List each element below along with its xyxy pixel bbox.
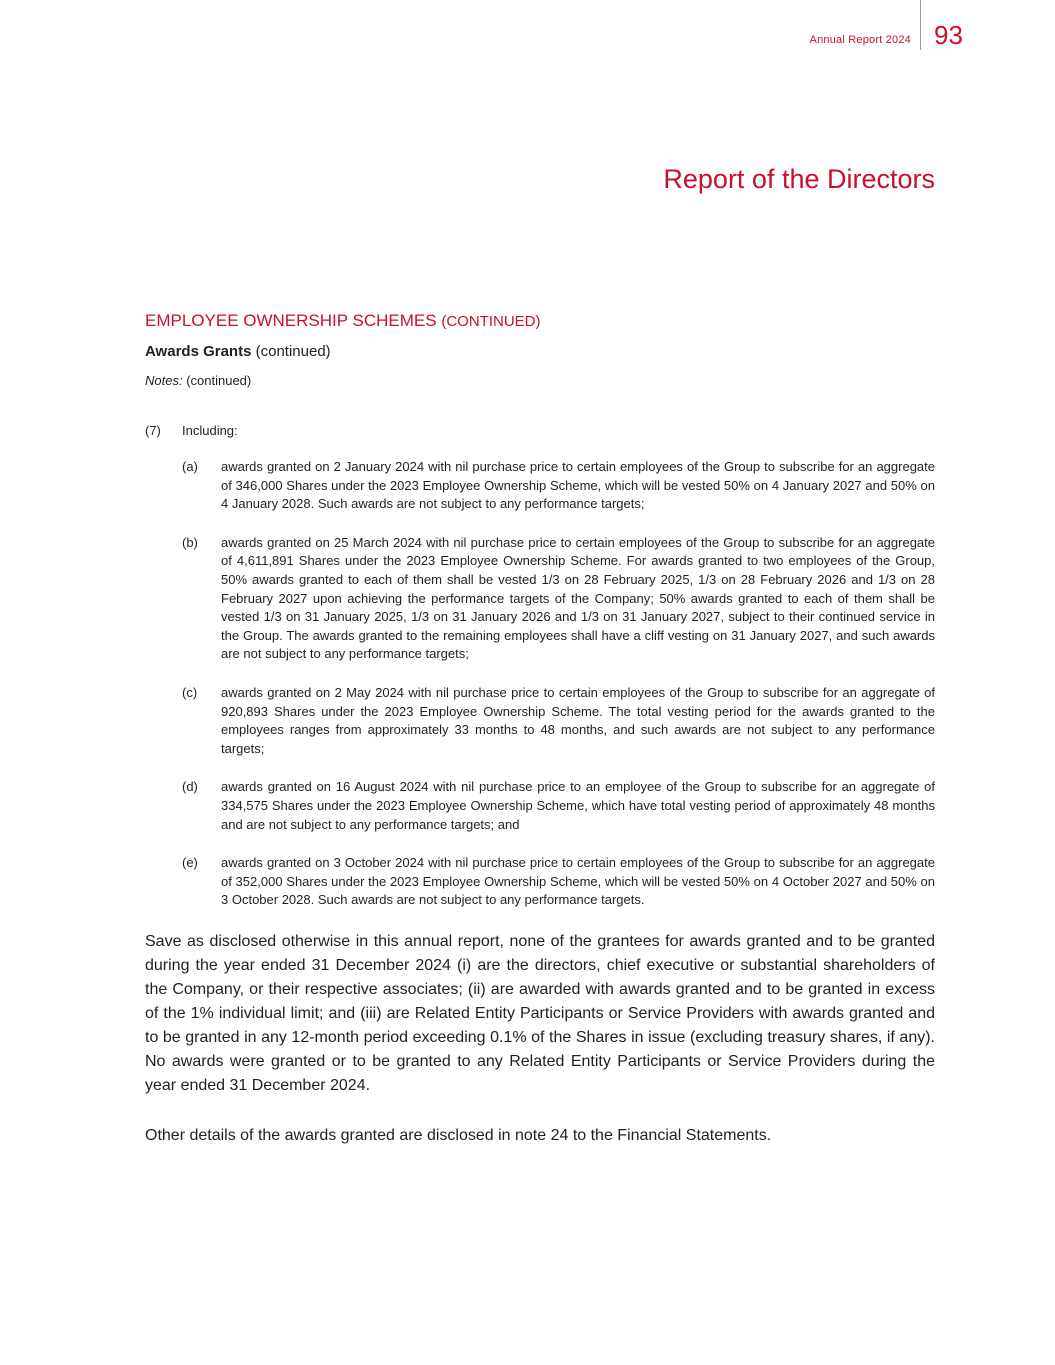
notes-line <box>145 372 935 390</box>
note-item-text: awards granted on 25 March 2024 with nil purchase price to certain employees of the Group to subscribe for an aggregate of 4,611,891 Shares under the 2023 Employee Ownership Scheme. For awards granted to two employees of the Group, 50% awards granted to each of them shall be vested 1/3 on 28 February 2025, 1/3 on 28 February 2026 and 1/3 on 28 February 2027 upon achieving the performance targets of the Company; 50% awards granted to each of them shall be vested 1/3 on 31 January 2025, 1/3 on 31 January 2026 and 1/3 on 31 January 2027, subject to their continued service in the Group. The awards granted to the remaining employees shall have a cliff vesting on 31 January 2027, and such awards are not subject to any performance targets; <box>221 534 935 662</box>
note-item-text: awards granted on 2 May 2024 with nil purchase price to certain employees of the Group to subscribe for an aggregate of 920,893 Shares under the 2023 Employee Ownership Scheme. The total vesting period for the awards granted to the employees ranges from approximately 33 months to 48 months, and such awards are not subject to any performance targets; <box>221 684 935 756</box>
note-number: (7) <box>145 423 161 438</box>
note-item-letter: (d) <box>182 779 198 795</box>
note-item-text: awards granted on 16 August 2024 with nil purchase price to an employee of the Group to subscribe for an aggregate of 334,575 Shares under the 2023 Employee Ownership Scheme, which have total vesting period of approximately 48 months and are not subject to any performance targets; and <box>221 779 935 832</box>
section-heading <box>145 310 935 333</box>
note-item-e <box>182 854 935 910</box>
note-item-a <box>182 458 935 514</box>
note-7 <box>145 422 935 440</box>
header-divider <box>920 0 921 50</box>
sub-heading <box>145 342 935 362</box>
note-item-text: awards granted on 2 January 2024 with nil purchase price to certain employees of the Group to subscribe for an aggregate of 346,000 Shares under the 2023 Employee Ownership Scheme, which will be vested 50% on 4 January 2027 and 50% on 4 January 2028. Such awards are not subject to any performance targets; <box>221 459 935 512</box>
note-item-text: awards granted on 3 October 2024 with nil purchase price to certain employees of the Group to subscribe for an aggregate of 352,000 Shares under the 2023 Employee Ownership Scheme, which will be vested 50% on 4 October 2027 and 50% on 3 October 2028. Such awards are not subject to any performance targets. <box>221 855 935 908</box>
running-header <box>0 0 1055 60</box>
disclosure-paragraph: Save as disclosed otherwise in this annual report, none of the grantees for awards granted and to be granted during the year ended 31 December 2024 (i) are the directors, chief executive or substantial shareholders of the Company, or their respective associates; (ii) are awarded with awards granted and to be granted in excess of the 1% individual limit; and (iii) are Related Entity Participants or Service Providers with awards granted and to be granted in any 12-month period exceeding 0.1% of the Shares in issue (excluding treasury shares, if any). No awards were granted or to be granted to any Related Entity Participants or Service Providers during the year ended 31 December 2024. <box>145 932 935 1094</box>
notes-rest: (continued) <box>186 373 252 388</box>
section-heading-text: EMPLOYEE OWNERSHIP SCHEMES <box>145 311 437 330</box>
page-title: Report of the Directors <box>663 164 935 194</box>
note-item-letter: (a) <box>182 459 198 474</box>
other-details-paragraph: Other details of the awards granted are disclosed in note 24 to the Financial Statements. <box>145 1126 772 1144</box>
sub-heading-rest: (continued) <box>255 343 331 360</box>
note-item-c <box>182 684 935 758</box>
note-item-letter: (c) <box>182 684 198 700</box>
sub-heading-bold: Awards Grants <box>145 343 252 360</box>
note-item-d <box>182 778 935 834</box>
note-sub-list <box>145 458 935 910</box>
note-item-letter: (e) <box>182 855 198 871</box>
main-content <box>145 310 935 1148</box>
note-item-letter: (b) <box>182 534 198 550</box>
page-number: 93 <box>934 20 963 50</box>
notes-label: Notes: <box>145 373 183 388</box>
report-label: Annual Report 2024 <box>809 34 911 46</box>
note-item-b <box>182 534 935 664</box>
section-heading-suffix: (CONTINUED) <box>441 313 541 330</box>
note-intro: Including: <box>182 423 238 438</box>
